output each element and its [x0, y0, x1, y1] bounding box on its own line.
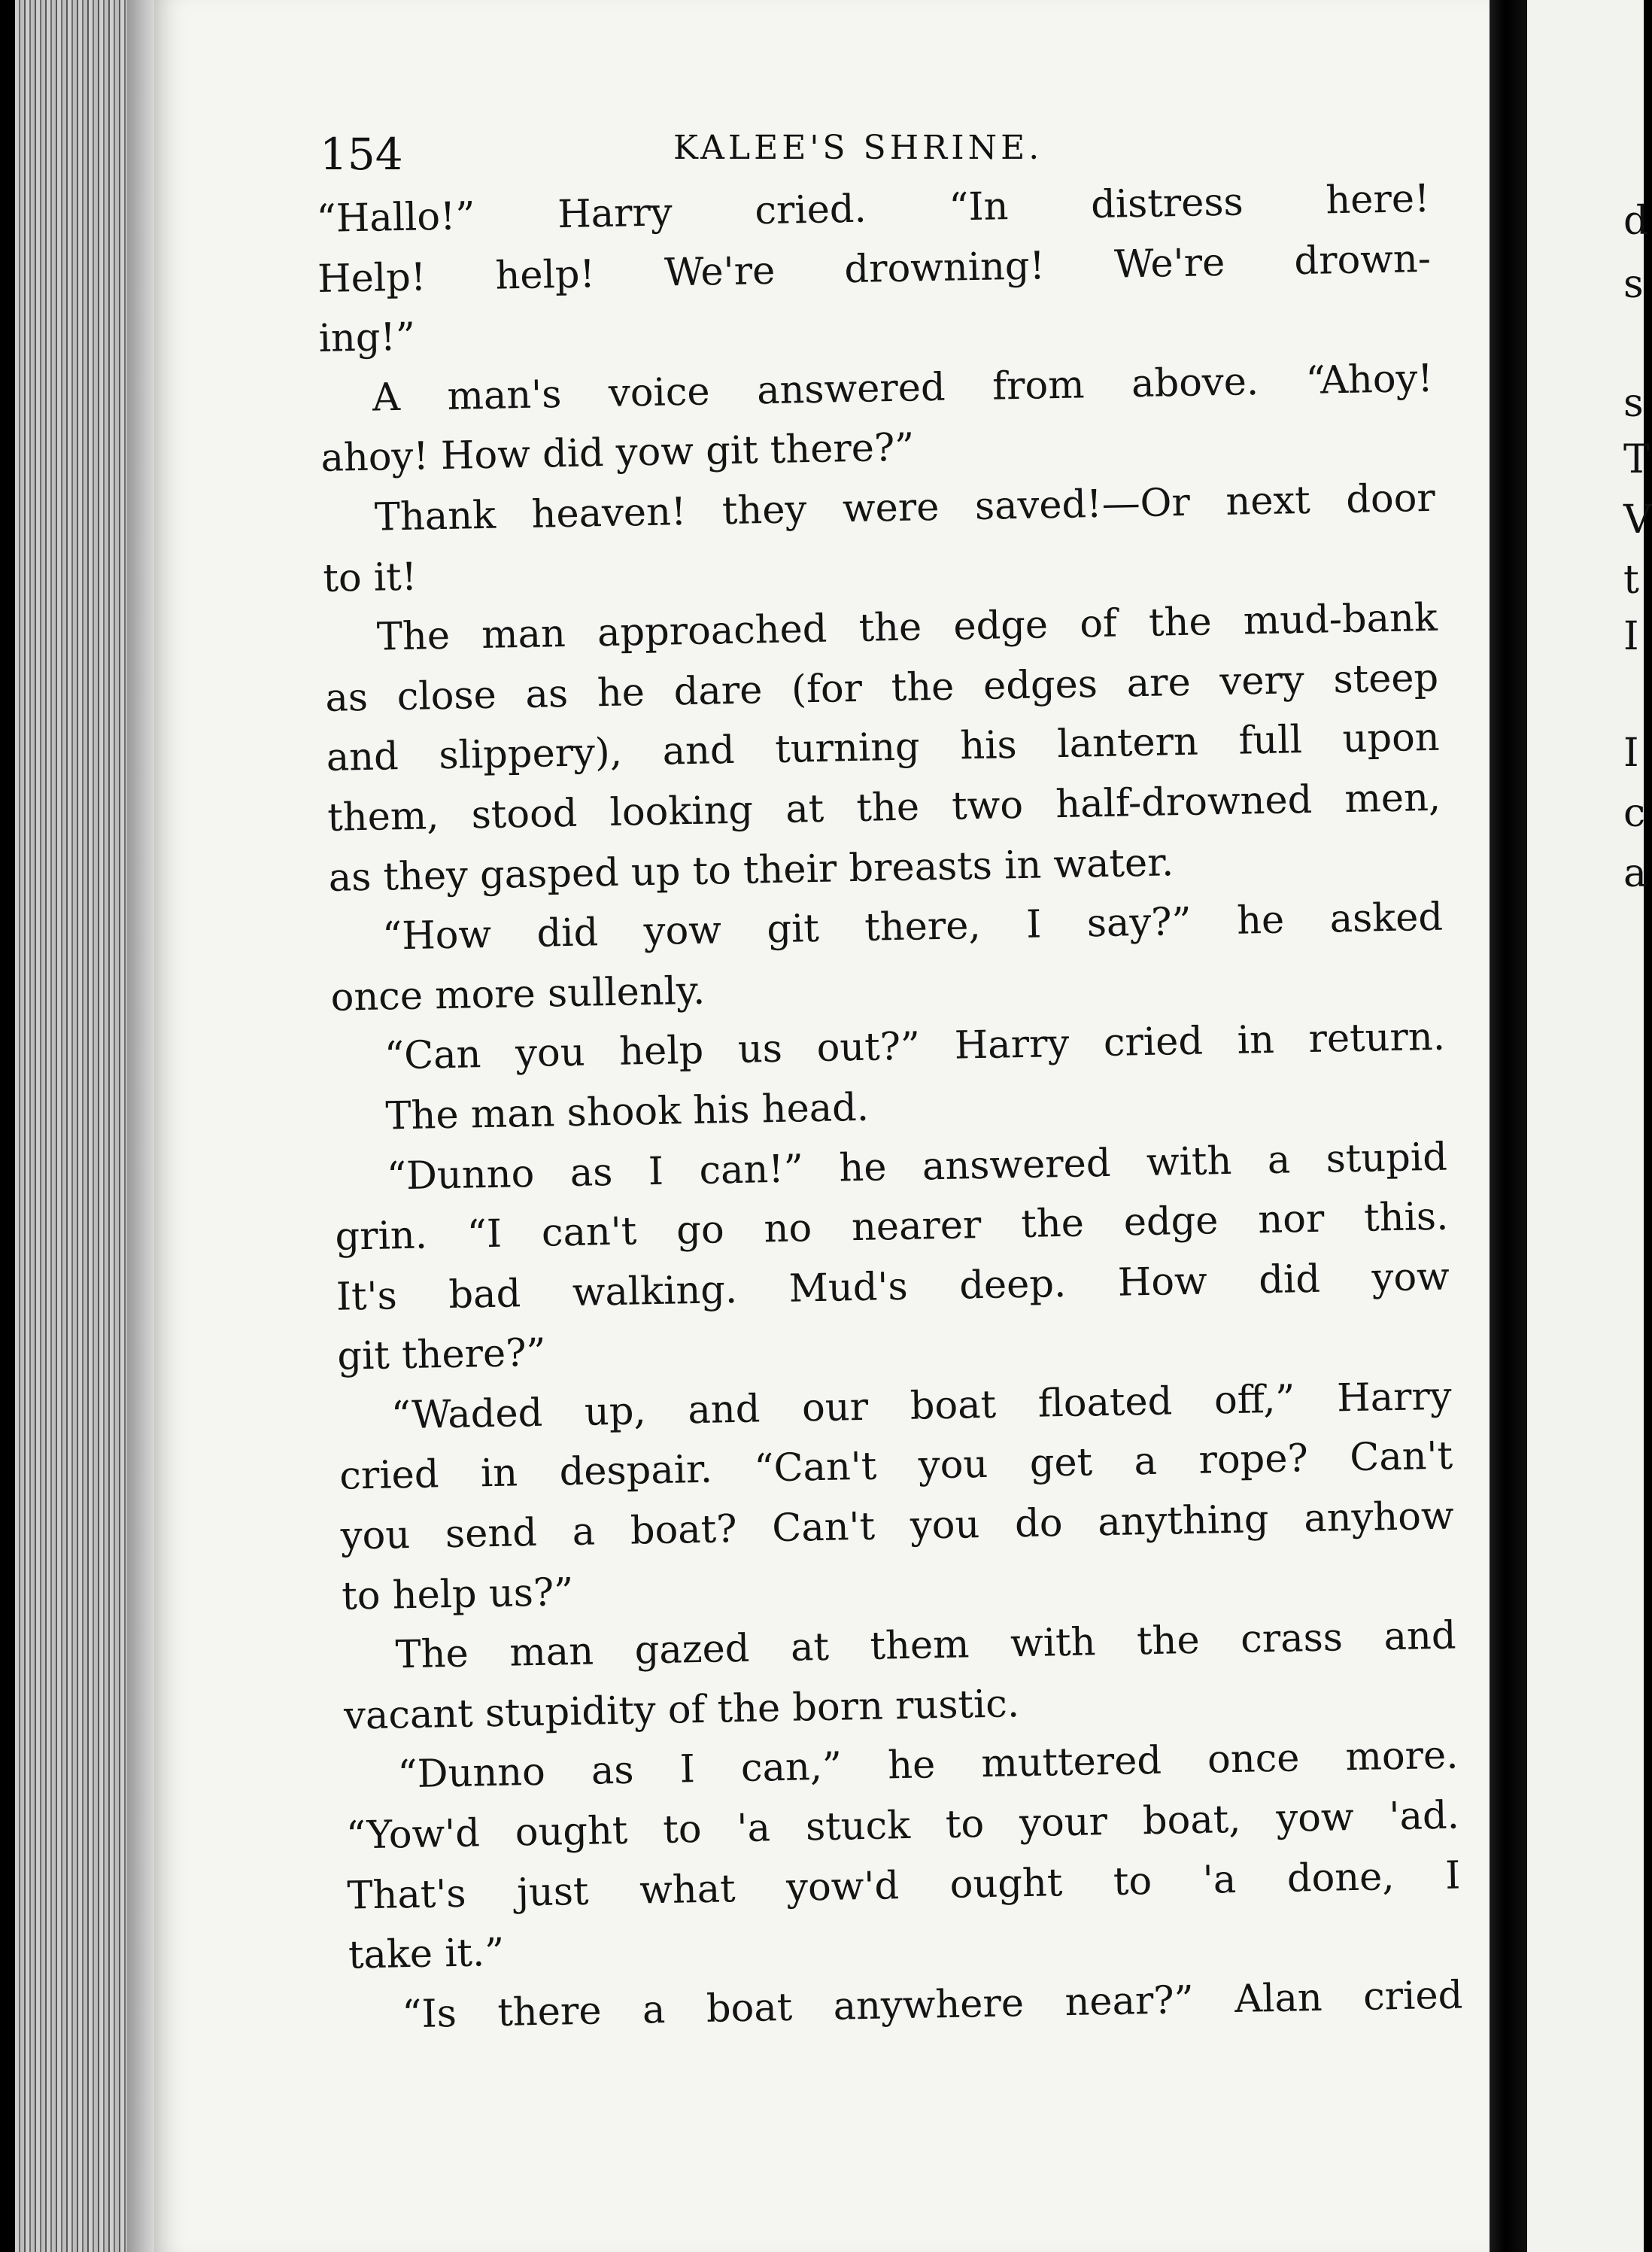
text-line: you send a boat? Can't you do anything anyhow [340, 1494, 1455, 1559]
running-head: KALEE'S SHRINE. [673, 129, 1043, 167]
text-line: cried in despair. “Can't you get a rope? Can't [339, 1434, 1453, 1500]
body-text [316, 169, 1463, 2046]
text-line: “Hallo!” Harry cried. “In distress here! [316, 176, 1431, 242]
text-line: them, stood looking at the two half-drowned men, [326, 775, 1441, 840]
text-line: vacant stupidity of the born rustic. [343, 1682, 1020, 1739]
text-line: grin. “I can't go no nearer the edge nor this. [334, 1194, 1449, 1260]
text-line: “Dunno as I can!” he answered with a stupid [386, 1135, 1448, 1199]
text-line: as close as he dare (for the edges are very steep [324, 655, 1439, 721]
text-line: and slippery), and turning his lantern full upon [326, 716, 1441, 781]
next-page-letter: I [1623, 731, 1639, 776]
text-line: “How did yow git there, I say?” he asked [381, 895, 1444, 959]
text-line: take it.” [348, 1931, 505, 1978]
text-line: once more sullenly. [330, 968, 706, 1020]
next-page-letter: c [1623, 791, 1646, 836]
text-line: to help us?” [341, 1570, 574, 1619]
book-fold [1490, 0, 1529, 2252]
text-line: “Waded up, and our boat floated off,” Harry [390, 1374, 1453, 1439]
text-line: as they gasped up to their breasts in water. [328, 840, 1174, 901]
text-line: “Yow'd ought to 'a stuck to your boat, yow 'ad. [345, 1793, 1460, 1858]
text-line: The man gazed at them with the crass and [395, 1613, 1457, 1678]
text-line: git there?” [336, 1330, 547, 1380]
next-page-letter: t [1623, 558, 1639, 603]
text-line: That's just what yow'd ought to 'a done, I [347, 1853, 1461, 1919]
text-line: It's bad walking. Mud's deep. How did yow [336, 1254, 1450, 1320]
text-line: Thank heaven! they were saved!—Or next door [374, 476, 1436, 540]
next-page-letter: s [1623, 262, 1644, 307]
next-page-letter: V [1623, 497, 1652, 542]
next-page-letter: s [1623, 381, 1644, 426]
text-line: to it! [322, 555, 418, 601]
next-page-letter: d [1623, 199, 1649, 244]
text-line: “Dunno as I can,” he muttered once more. [397, 1733, 1459, 1798]
text-line: The man shook his head. [385, 1085, 870, 1139]
next-page-letter: T [1623, 437, 1650, 482]
text-line: ing!” [318, 315, 416, 362]
text-line: Help! help! We're drowning! We're drown- [317, 236, 1432, 302]
page-edge-stack [15, 0, 154, 2252]
text-line: “Is there a boat anywhere near?” Alan cried [401, 1973, 1463, 2038]
text-line: ahoy! How did yow git there?” [320, 425, 915, 482]
next-page-letter: I [1623, 614, 1639, 659]
next-page-letter: a [1623, 851, 1647, 896]
page-number: 154 [320, 129, 403, 180]
text-line: A man's voice answered from above. “Ahoy! [372, 356, 1434, 421]
next-page-sliver [1527, 0, 1644, 2252]
text-line: “Can you help us out?” Harry cried in return. [384, 1015, 1446, 1079]
text-line: The man approached the edge of the mud-bank [376, 595, 1438, 660]
